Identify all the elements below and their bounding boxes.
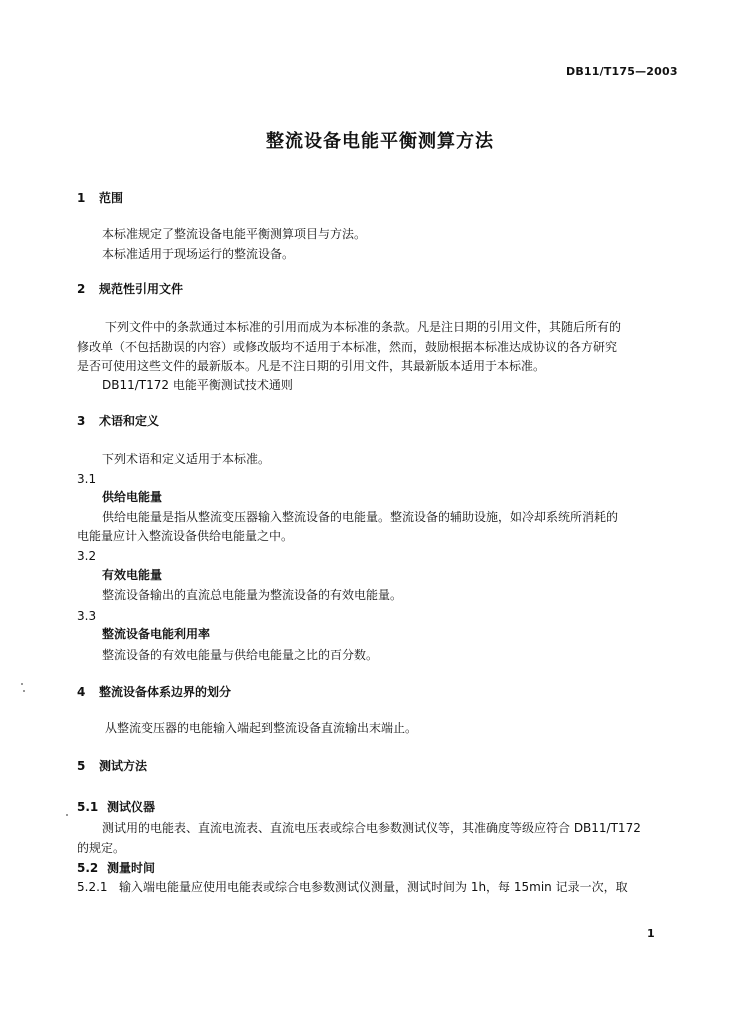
subsection-number: 5.1 (77, 800, 99, 814)
paragraph-line: 的规定。 (77, 841, 126, 855)
term-definition-line: 电能量应计入整流设备供给电能量之中。 (77, 529, 294, 543)
subsection-number: 5.2 (77, 861, 99, 875)
subsection-5-1-heading (77, 801, 155, 813)
term-name: 供给电能量 (102, 490, 163, 504)
clause-number: 5.2.1 (77, 880, 108, 894)
term-number: 3.2 (77, 549, 97, 563)
term-name: 整流设备电能利用率 (102, 627, 211, 641)
section-5-heading (77, 760, 147, 772)
paragraph: 本标准规定了整流设备电能平衡测算项目与方法。 (102, 227, 367, 241)
scan-speck (21, 683, 23, 685)
section-3-heading (77, 415, 159, 427)
section-1-heading (77, 192, 123, 204)
section-number: 3 (77, 414, 86, 428)
paragraph-line: 测试用的电能表、直流电流表、直流电压表或综合电参数测试仪等，其准确度等级应符合 DB11/T172 (102, 821, 641, 835)
section-title: 术语和定义 (99, 414, 160, 428)
term-name: 有效电能量 (102, 568, 163, 582)
paragraph: 本标准适用于现场运行的整流设备。 (102, 247, 295, 261)
section-number: 2 (77, 282, 86, 296)
term-definition-line: 供给电能量是指从整流变压器输入整流设备的电能量。整流设备的辅助设施，如冷却系统所消耗的 (102, 510, 619, 524)
section-number: 5 (77, 759, 86, 773)
paragraph: 下列术语和定义适用于本标准。 (102, 452, 271, 466)
subsection-5-2-heading (77, 862, 155, 874)
section-2-heading (77, 283, 183, 295)
section-title: 范围 (99, 191, 124, 205)
document-code: DB11/T175—2003 (566, 65, 678, 78)
section-number: 4 (77, 685, 86, 699)
section-4-heading (77, 686, 231, 698)
section-number: 1 (77, 191, 86, 205)
term-definition: 整流设备输出的直流总电能量为整流设备的有效电能量。 (102, 588, 403, 602)
term-number: 3.3 (77, 609, 97, 623)
paragraph-line: 是否可使用这些文件的最新版本。凡是不注日期的引用文件，其最新版本适用于本标准。 (77, 359, 546, 373)
term-definition: 整流设备的有效电能量与供给电能量之比的百分数。 (102, 648, 379, 662)
paragraph-line: 修改单（不包括勘误的内容）或修改版均不适用于本标准，然而，鼓励根据本标准达成协议的各方研究 (77, 340, 618, 354)
section-title: 整流设备体系边界的划分 (99, 685, 232, 699)
subsection-title: 测试仪器 (107, 800, 156, 814)
page-number: 1 (647, 927, 655, 940)
document-title: 整流设备电能平衡测算方法 (266, 131, 494, 152)
section-title: 规范性引用文件 (99, 282, 184, 296)
term-number: 3.1 (77, 472, 97, 486)
paragraph-line: 下列文件中的条款通过本标准的引用而成为本标准的条款。凡是注日期的引用文件，其随后所有的 (105, 320, 622, 334)
scan-speck (23, 690, 25, 692)
clause-5-2-1 (77, 881, 628, 893)
normative-reference: DB11/T172 电能平衡测试技术通则 (102, 378, 293, 392)
scan-speck (66, 814, 68, 816)
section-title: 测试方法 (99, 759, 148, 773)
clause-text: 输入端电能量应使用电能表或综合电参数测试仪测量，测试时间为 1h，每 15min 记录一次，取 (119, 880, 628, 894)
paragraph: 从整流变压器的电能输入端起到整流设备直流输出末端止。 (105, 721, 418, 735)
subsection-title: 测量时间 (107, 861, 156, 875)
